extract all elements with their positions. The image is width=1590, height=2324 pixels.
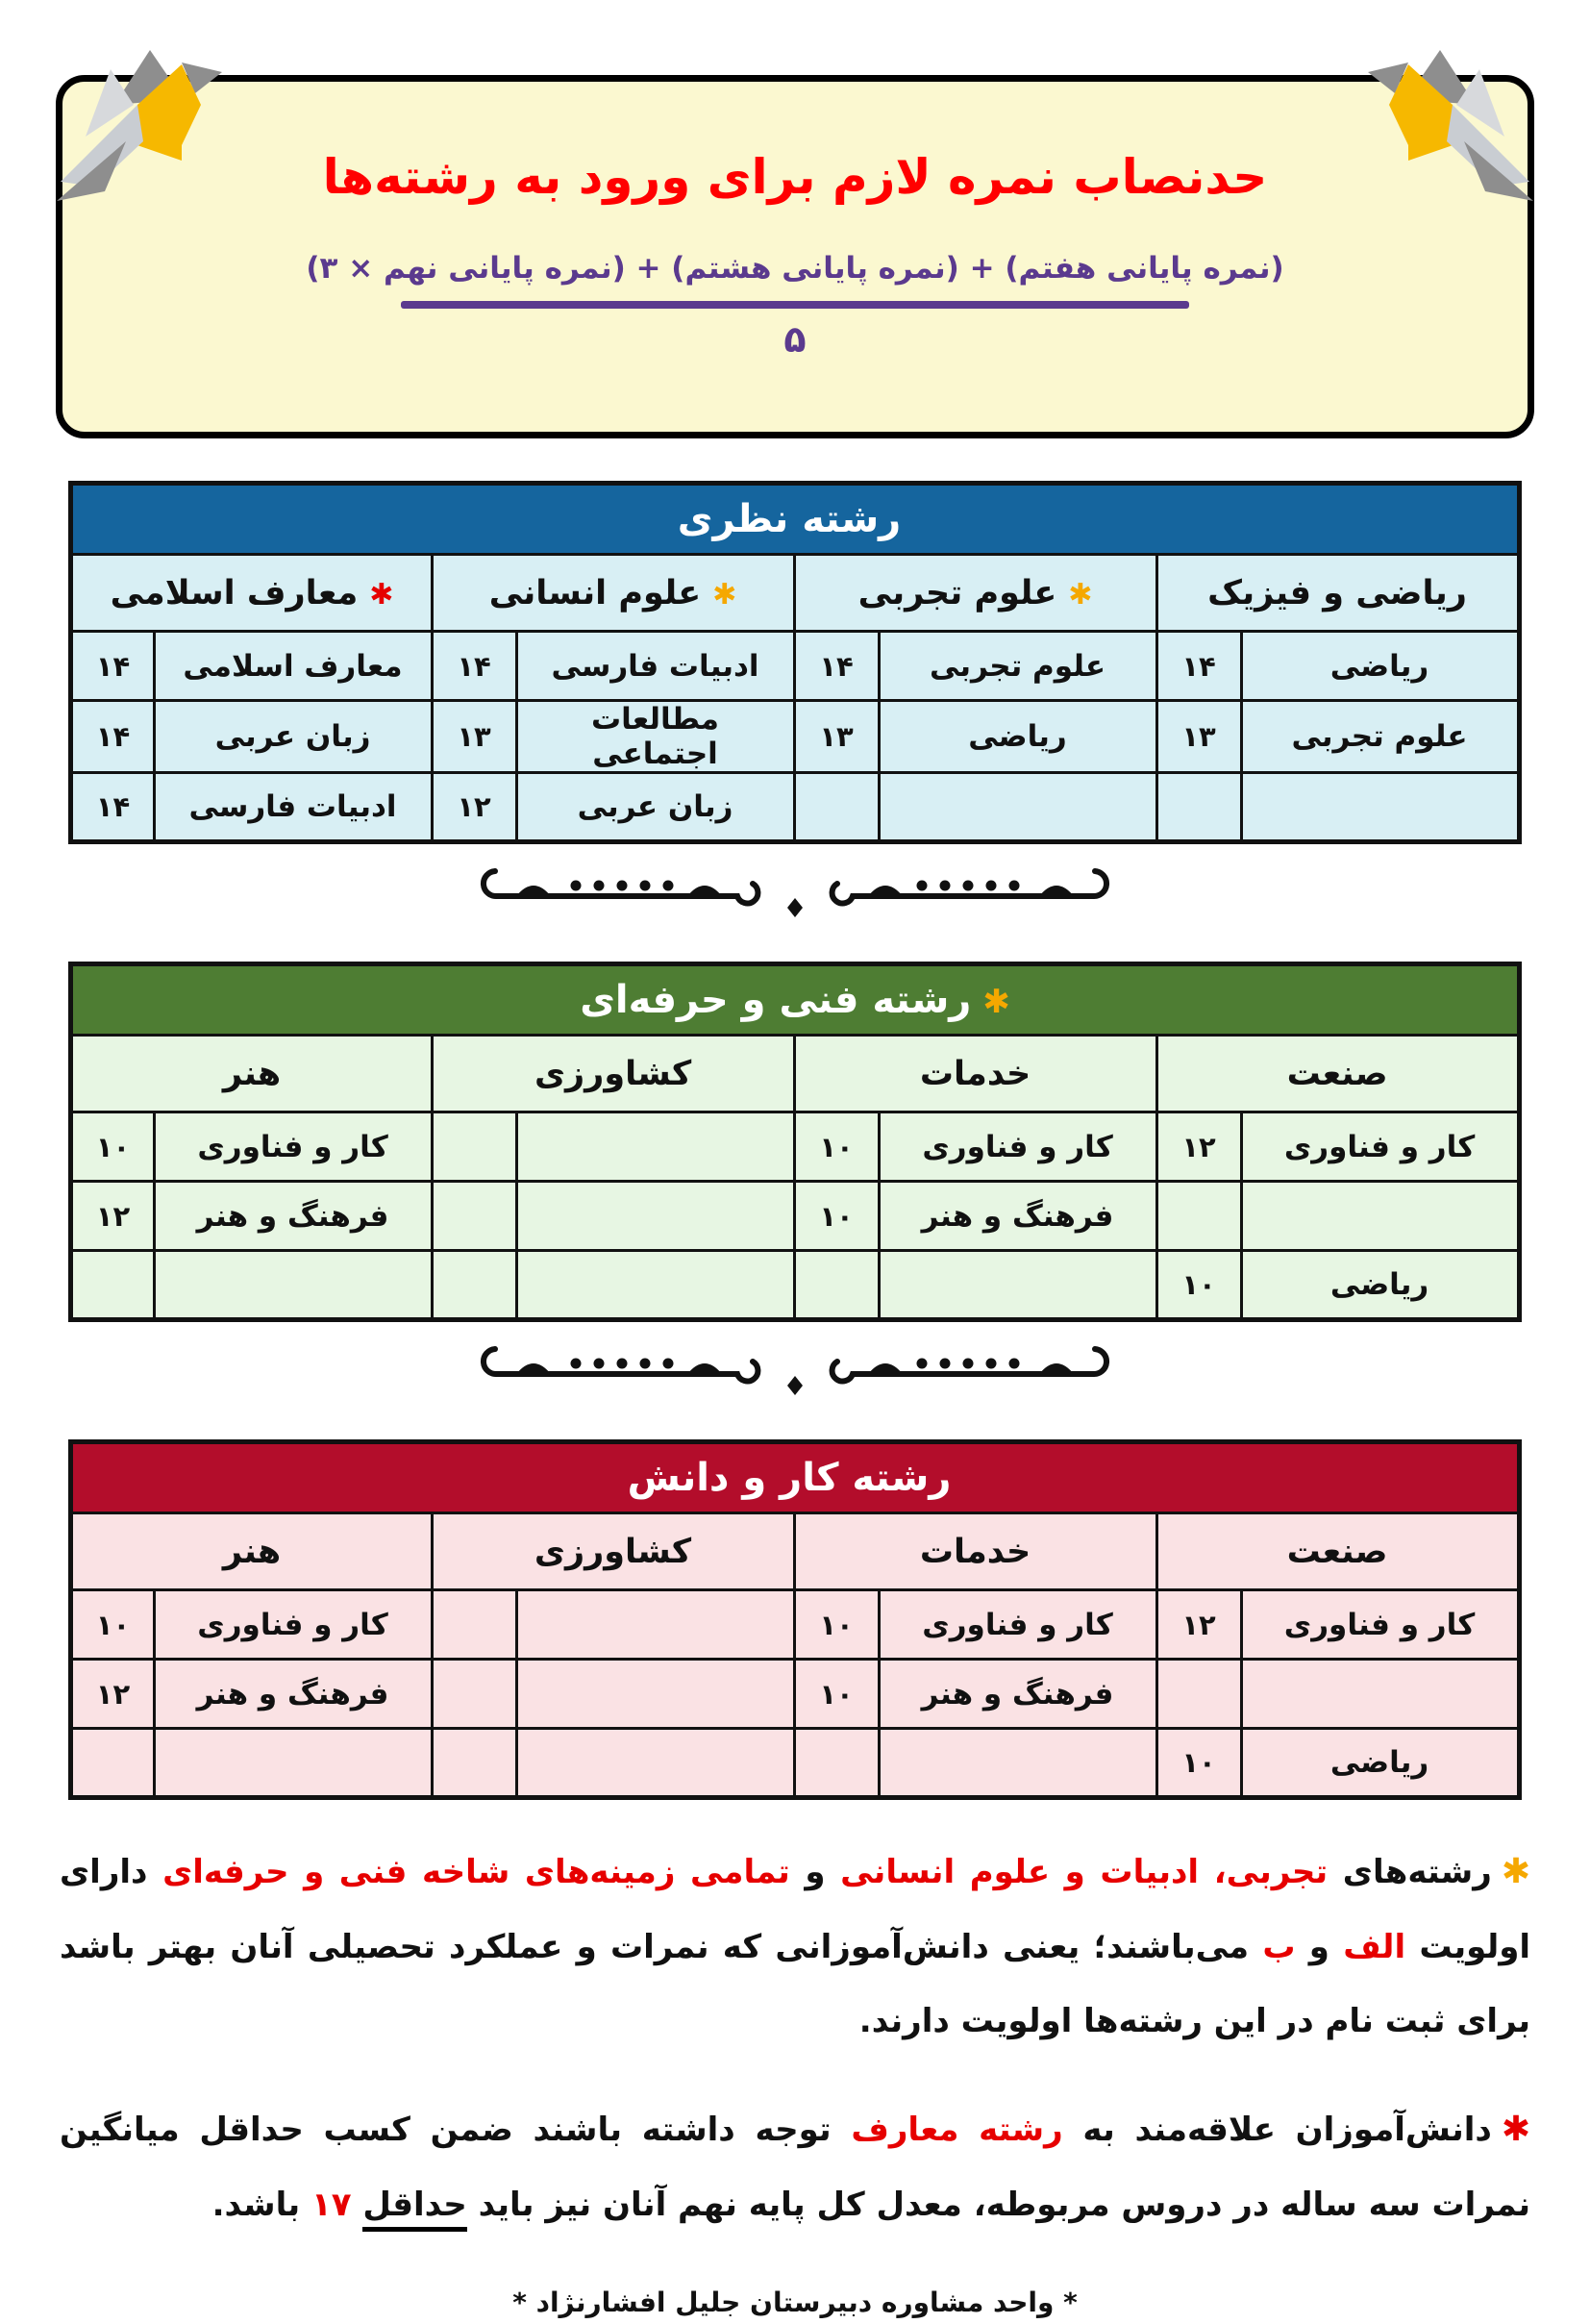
subject-cell <box>516 1182 794 1251</box>
table-row <box>71 1182 1519 1251</box>
table-theoretical <box>68 481 1521 844</box>
grade-cell: ۱۲ <box>432 773 516 842</box>
grade-cell <box>432 1112 516 1182</box>
column-header: کشاورزی <box>432 1036 794 1112</box>
asterisk-icon: ✱ <box>712 577 737 612</box>
divider-flourish-icon <box>420 858 1170 919</box>
grade-cell: ۱۲ <box>71 1660 154 1729</box>
grade-cell <box>1156 1182 1241 1251</box>
subject-cell: کار و فناوری <box>879 1112 1156 1182</box>
grade-cell: ۱۰ <box>71 1112 154 1182</box>
grade-cell <box>432 1660 516 1729</box>
subject-cell <box>879 1251 1156 1320</box>
column-header: صنعت <box>1156 1513 1519 1590</box>
corner-ribbon-icon <box>1349 45 1541 228</box>
footer-text: * واحد مشاوره دبیرستان جلیل افشارنژاد * <box>512 2286 1078 2318</box>
grade-cell <box>794 1729 879 1798</box>
grade-cell <box>432 1251 516 1320</box>
column-header: ریاضی و فیزیک <box>1156 555 1519 632</box>
subject-cell: ریاضی <box>1241 632 1519 701</box>
subject-cell <box>879 773 1156 842</box>
table-row <box>71 1590 1519 1660</box>
table-row <box>71 632 1519 701</box>
subject-cell: کار و فناوری <box>879 1590 1156 1660</box>
divider-flourish-icon <box>420 1336 1170 1397</box>
table-title-text: رشته فنی و حرفه‌ای <box>580 978 972 1022</box>
grade-cell <box>794 1251 879 1320</box>
subject-cell: ریاضی <box>1241 1251 1519 1320</box>
column-header: ✱علوم تجربی <box>794 555 1156 632</box>
formula-numerator: (نمره پایانی هفتم) + (نمره پایانی هشتم) + (نمره پایانی نهم × ۳) <box>306 251 1284 286</box>
table-row <box>71 773 1519 842</box>
page-title: حدنصاب نمره لازم برای ورود به رشته‌ها <box>322 149 1268 205</box>
subject-cell: معارف اسلامی <box>154 632 432 701</box>
note-maaref: ✱دانش‌آموزان علاقه‌مند به رشته معارف توجه داشته باشند ضمن کسب حداقل میانگین نمرات سه ساله در دروس مربوطه، معدل کل پایه نهم آنان نیز باید حداقل ۱۷ باشد. <box>60 2090 1530 2242</box>
grade-cell: ۱۲ <box>1156 1590 1241 1660</box>
grade-cell: ۱۰ <box>1156 1251 1241 1320</box>
column-header: هنر <box>71 1036 432 1112</box>
grade-cell: ۱۴ <box>71 632 154 701</box>
table-technical-vocational <box>68 962 1521 1322</box>
grade-cell: ۱۲ <box>1156 1112 1241 1182</box>
subject-cell <box>1241 1182 1519 1251</box>
column-header: ✱علوم انسانی <box>432 555 794 632</box>
grade-cell <box>71 1251 154 1320</box>
column-header: ✱معارف اسلامی <box>71 555 432 632</box>
subject-cell: ریاضی <box>879 701 1156 773</box>
grade-cell: ۱۳ <box>432 701 516 773</box>
table-title-text: رشته نظری <box>677 497 902 541</box>
subject-cell: کار و فناوری <box>1241 1590 1519 1660</box>
subject-cell: کار و فناوری <box>154 1590 432 1660</box>
grade-cell: ۱۴ <box>71 701 154 773</box>
table-row <box>71 1112 1519 1182</box>
subject-cell: کار و فناوری <box>154 1112 432 1182</box>
subject-cell: ریاضی <box>1241 1729 1519 1798</box>
table-row <box>71 1729 1519 1798</box>
grade-cell: ۱۴ <box>71 773 154 842</box>
grade-cell: ۱۴ <box>432 632 516 701</box>
subject-cell <box>154 1729 432 1798</box>
subject-cell <box>879 1729 1156 1798</box>
formula-denominator: ۵ <box>783 318 807 361</box>
fraction-line <box>401 301 1189 309</box>
notes-section <box>60 1833 1530 2242</box>
grade-cell: ۱۰ <box>794 1182 879 1251</box>
subject-cell: ادبیات فارسی <box>154 773 432 842</box>
grade-cell: ۱۰ <box>794 1112 879 1182</box>
subject-cell: ادبیات فارسی <box>516 632 794 701</box>
grade-cell: ۱۳ <box>1156 701 1241 773</box>
table-title <box>71 1442 1519 1513</box>
table-title-text: رشته کار و دانش <box>627 1456 952 1500</box>
grade-cell: ۱۰ <box>794 1590 879 1660</box>
column-header: صنعت <box>1156 1036 1519 1112</box>
subject-cell: علوم تجربی <box>879 632 1156 701</box>
title-box <box>56 75 1534 438</box>
subject-cell <box>516 1590 794 1660</box>
corner-ribbon-icon <box>49 45 241 228</box>
table-row <box>71 1251 1519 1320</box>
subject-cell: فرهنگ و هنر <box>154 1660 432 1729</box>
subject-cell: زبان عربی <box>154 701 432 773</box>
table-title <box>71 964 1519 1036</box>
asterisk-icon: ✱ <box>1501 2110 1531 2149</box>
grade-cell <box>794 773 879 842</box>
asterisk-icon: ✱ <box>982 983 1010 1021</box>
grade-cell <box>432 1590 516 1660</box>
grade-cell: ۱۴ <box>1156 632 1241 701</box>
subject-cell <box>1241 773 1519 842</box>
subject-cell <box>516 1112 794 1182</box>
grade-cell <box>432 1729 516 1798</box>
grade-cell <box>432 1182 516 1251</box>
grade-formula <box>62 251 1528 361</box>
table-row <box>71 701 1519 773</box>
subject-cell: علوم تجربی <box>1241 701 1519 773</box>
grade-cell: ۱۲ <box>71 1182 154 1251</box>
column-header: هنر <box>71 1513 432 1590</box>
asterisk-icon: ✱ <box>369 577 394 612</box>
grade-cell <box>1156 1660 1241 1729</box>
subject-cell <box>1241 1660 1519 1729</box>
asterisk-icon: ✱ <box>1068 577 1093 612</box>
column-header: کشاورزی <box>432 1513 794 1590</box>
subject-cell: کار و فناوری <box>1241 1112 1519 1182</box>
subject-cell: مطالعات اجتماعی <box>516 701 794 773</box>
subject-cell: زبان عربی <box>516 773 794 842</box>
subject-cell <box>154 1251 432 1320</box>
table-row <box>71 1660 1519 1729</box>
table-title <box>71 484 1519 555</box>
grade-cell: ۱۳ <box>794 701 879 773</box>
subject-cell <box>516 1729 794 1798</box>
asterisk-icon: ✱ <box>1501 1852 1530 1891</box>
subject-cell: فرهنگ و هنر <box>879 1660 1156 1729</box>
grade-cell: ۱۰ <box>1156 1729 1241 1798</box>
grade-cell <box>71 1729 154 1798</box>
subject-cell <box>516 1251 794 1320</box>
grade-cell: ۱۴ <box>794 632 879 701</box>
subject-cell: فرهنگ و هنر <box>879 1182 1156 1251</box>
grade-cell <box>1156 773 1241 842</box>
grade-cell: ۱۰ <box>794 1660 879 1729</box>
note-priority: ✱رشته‌های تجربی، ادبیات و علوم انسانی و تمامی زمینه‌های شاخه فنی و حرفه‌ای دارای اولویت الف و ب می‌باشند؛ یعنی دانش‌آموزانی که نمرات و عملکرد تحصیلی آنان بهتر باشد برای ثبت نام در این رشته‌ها اولویت دارند. <box>60 1852 1531 2040</box>
column-header: خدمات <box>794 1513 1156 1590</box>
grade-cell: ۱۰ <box>71 1590 154 1660</box>
table-work-knowledge <box>68 1439 1521 1800</box>
subject-cell <box>516 1660 794 1729</box>
subject-cell: فرهنگ و هنر <box>154 1182 432 1251</box>
column-header: خدمات <box>794 1036 1156 1112</box>
